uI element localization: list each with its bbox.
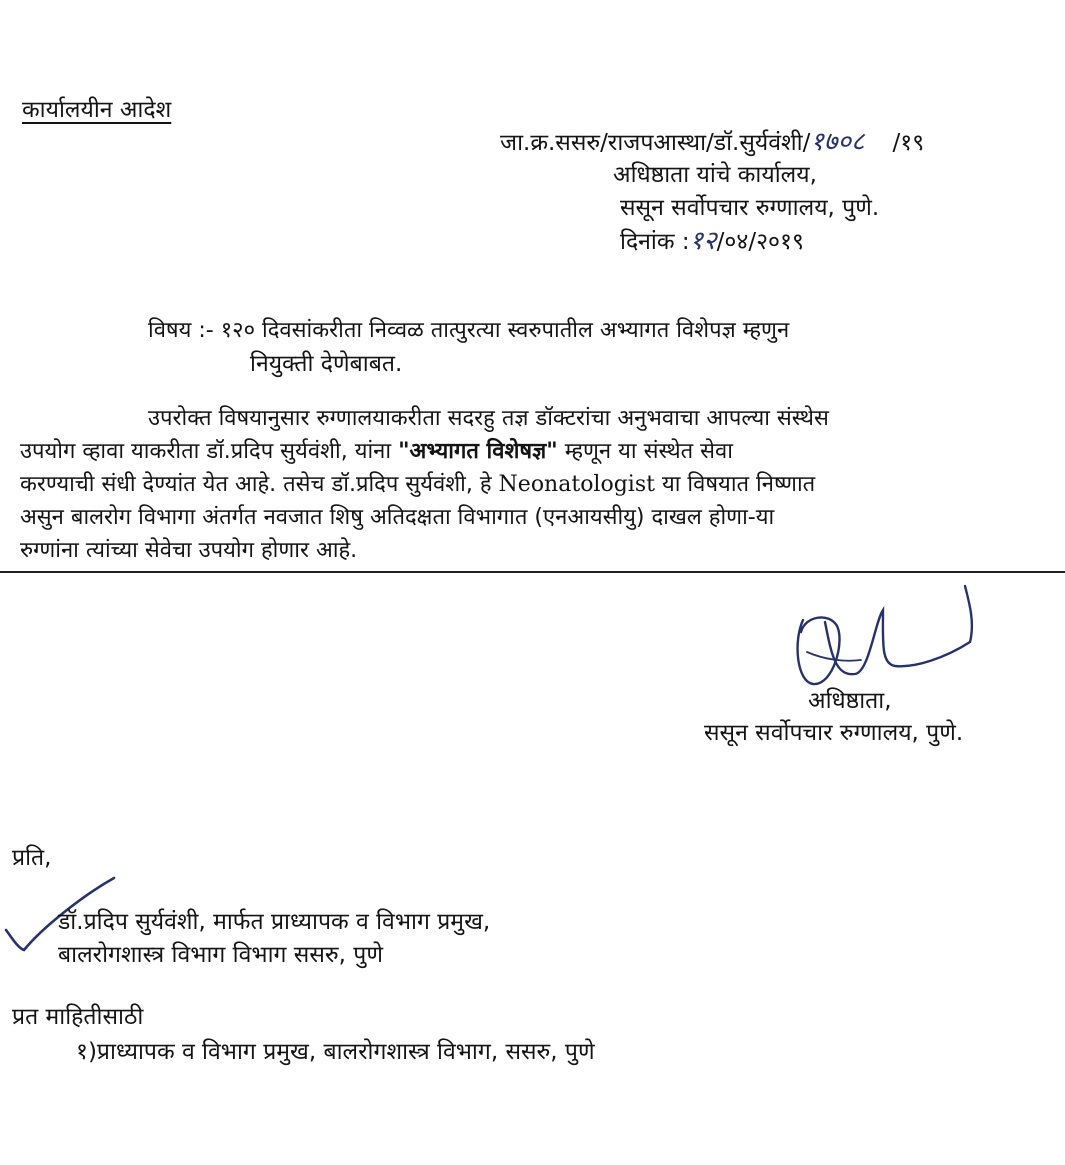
to-label: प्रति, [12,845,52,871]
office-name: अधिष्ठाता यांचे कार्यालय, [613,162,817,188]
dean-signature [785,582,985,697]
body-line-3 [20,470,815,500]
reference-suffix: /१९ [892,130,925,156]
date-suffix: /०४/२०१९ [716,229,804,255]
horizontal-rule [0,571,1065,573]
body-line-3-start: करण्याची संधी देण्यांत येत आहे. तसेच डॉ.प्रदिप सुर्यवंशी, हे [20,472,499,497]
reference-prefix: जा.क्र.ससरु/राजपआस्था/डॉ.सुर्यवंशी/ [500,130,811,156]
to-recipient-line-2: बालरोगशास्त्र विभाग विभाग ससरु, पुणे [58,942,383,968]
body-line-5: रुग्णांना त्यांच्या सेवेचा उपयोग होणार आहे. [20,538,358,563]
subject-line-1: विषय :- १२० दिवसांकरीता निव्वळ तात्पुरत्या स्वरुपातील अभ्यागत विशेपज्ञ म्हणुन [148,318,790,343]
body-line-3-end: या विषयात निष्णात [654,472,816,497]
body-line-2 [20,437,733,467]
date-label: दिनांक : [620,229,690,255]
body-line-1: उपरोक्त विषयानुसार रुग्णालयाकरीता सदरहु तज्ञ डॉक्टरांचा अनुभवाचा आपल्या संस्थेस [148,406,829,431]
reference-handwritten-number: १७०८ [810,127,865,157]
reference-number [500,127,924,158]
body-line-2-start: उपयोग व्हावा याकरीता डॉ.प्रदिप सुर्यवंशी, यांना [20,439,399,464]
subject-line-2: नियुक्ती देणेबाबत. [250,351,403,377]
date-handwritten-day: १२ [689,226,717,256]
copy-info-label: प्रत माहितीसाठी [12,1004,144,1030]
header-hospital-name: ससून सर्वोपचार रुग्णालय, पुणे. [620,195,880,221]
body-line-4: असुन बालरोग विभागा अंतर्गत नवजात शिषु अतिदक्षता विभागात (एनआयसीयु) दाखल होणा-या [20,505,775,530]
signatory-title: अधिष्ठाता, [808,688,892,714]
copy-recipient-1: १)प्राध्यापक व विभाग प्रमुख, बालरोगशास्त्र विभाग, ससरु, पुणे [76,1039,595,1065]
neonatologist-word: Neonatologist [498,472,655,497]
order-date [620,226,804,257]
signatory-hospital: ससून सर्वोपचार रुग्णालय, पुणे. [704,720,964,746]
to-recipient-line-1: डॉ.प्रदिप सुर्यवंशी, मार्फत प्राध्यापक व विभाग प्रमुख, [58,909,491,935]
body-line-2-end: म्हणून या संस्थेत सेवा [557,439,733,464]
order-heading: कार्यालयीन आदेश [22,97,172,123]
visiting-specialist-title: "अभ्यागत विशेषज्ञ" [398,439,558,464]
